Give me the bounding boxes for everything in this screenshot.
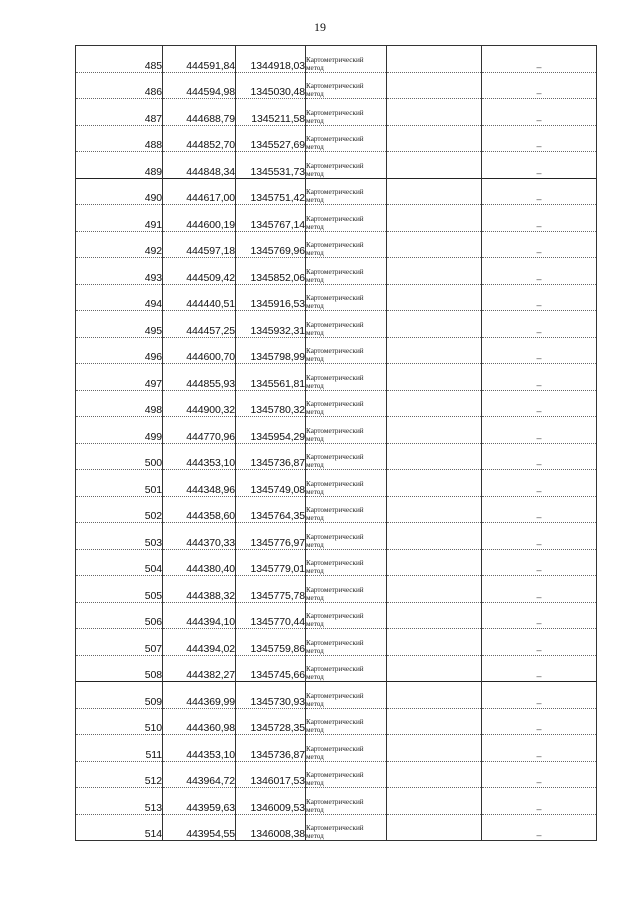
point-number: 508 (76, 655, 163, 682)
method-text-line1: Картометрический (306, 718, 364, 726)
dash-cell: – (482, 470, 597, 497)
method-text-line1: Картометрический (306, 691, 364, 700)
coordinate-x: 443959,63 (163, 788, 236, 815)
point-number: 487 (76, 99, 163, 126)
empty-cell (387, 337, 482, 364)
method-text-line2: метод (306, 434, 324, 443)
method-cell (306, 576, 387, 603)
dash-cell: – (482, 390, 597, 417)
coordinate-x: 444855,93 (163, 364, 236, 391)
table-row (76, 629, 597, 656)
method-text-line1: Картометрический (306, 426, 364, 435)
method-text-line1: Картометрический (306, 294, 364, 302)
method-cell (306, 443, 387, 470)
coordinate-y: 1345776,97 (236, 523, 306, 550)
table-row (76, 470, 597, 497)
coordinate-x: 444597,18 (163, 231, 236, 258)
coordinate-y: 1345798,99 (236, 337, 306, 364)
coordinate-x: 444358,60 (163, 496, 236, 523)
method-cell (306, 549, 387, 576)
empty-cell (387, 629, 482, 656)
page-number: 19 (314, 20, 326, 34)
method-text-line2: метод (306, 381, 324, 390)
method-text-line2: метод (306, 196, 324, 204)
method-text-line2: метод (306, 567, 324, 575)
coordinate-x: 444388,32 (163, 576, 236, 603)
method-text-line2: метод (306, 63, 324, 72)
coordinate-y: 1345779,01 (236, 549, 306, 576)
dash-cell: – (482, 178, 597, 205)
method-text-line1: Картометрический (306, 744, 364, 753)
table-row (76, 708, 597, 735)
coordinate-x: 443954,55 (163, 814, 236, 841)
coordinates-table (75, 45, 597, 841)
coordinate-x: 444380,40 (163, 549, 236, 576)
coordinate-y: 1345211,58 (236, 99, 306, 126)
method-cell (306, 602, 387, 629)
table-row (76, 443, 597, 470)
coordinate-y: 1345561,81 (236, 364, 306, 391)
method-text-line2: метод (306, 116, 324, 125)
table-row (76, 496, 597, 523)
empty-cell (387, 761, 482, 788)
method-cell (306, 735, 387, 762)
method-text-line1: Картометрический (306, 612, 364, 620)
dash-cell: – (482, 99, 597, 126)
method-text-line1: Картометрический (306, 161, 364, 170)
dash-cell: – (482, 576, 597, 603)
method-text-line1: Картометрический (306, 559, 364, 567)
point-number: 494 (76, 284, 163, 311)
coordinate-y: 1345751,42 (236, 178, 306, 205)
coordinate-x: 444770,96 (163, 417, 236, 444)
method-text-line2: метод (306, 752, 324, 761)
table-row (76, 364, 597, 391)
method-text-line1: Картометрический (306, 665, 364, 673)
dash-cell: – (482, 788, 597, 815)
dash-cell: – (482, 364, 597, 391)
dash-cell: – (482, 417, 597, 444)
method-text-line2: метод (306, 779, 324, 787)
coordinate-y: 1345775,78 (236, 576, 306, 603)
dash-cell: – (482, 125, 597, 152)
coordinate-x: 444848,34 (163, 152, 236, 179)
point-number: 510 (76, 708, 163, 735)
coordinate-x: 444370,33 (163, 523, 236, 550)
method-text-line1: Картометрический (306, 585, 364, 594)
point-number: 514 (76, 814, 163, 841)
empty-cell (387, 576, 482, 603)
empty-cell (387, 708, 482, 735)
coordinate-y: 1346008,38 (236, 814, 306, 841)
method-text-line1: Картометрический (306, 400, 364, 408)
empty-cell (387, 72, 482, 99)
coordinate-x: 444852,70 (163, 125, 236, 152)
point-number: 513 (76, 788, 163, 815)
method-text-line2: метод (306, 832, 324, 840)
table-row (76, 417, 597, 444)
empty-cell (387, 735, 482, 762)
empty-cell (387, 178, 482, 205)
method-text-line2: метод (306, 143, 324, 151)
point-number: 498 (76, 390, 163, 417)
table-row (76, 258, 597, 285)
point-number: 506 (76, 602, 163, 629)
method-cell (306, 655, 387, 682)
coordinate-y: 1345954,29 (236, 417, 306, 444)
coordinate-y: 1345852,06 (236, 258, 306, 285)
coordinate-y: 1345749,08 (236, 470, 306, 497)
empty-cell (387, 311, 482, 338)
coordinate-y: 1345759,86 (236, 629, 306, 656)
coordinate-y: 1345736,87 (236, 735, 306, 762)
method-cell (306, 364, 387, 391)
table-row (76, 125, 597, 152)
empty-cell (387, 205, 482, 232)
empty-cell (387, 152, 482, 179)
method-text-line1: Картометрический (306, 320, 364, 329)
table-row (76, 735, 597, 762)
point-number: 509 (76, 682, 163, 709)
point-number: 502 (76, 496, 163, 523)
table-row (76, 311, 597, 338)
dash-cell: – (482, 814, 597, 841)
method-text-line2: метод (306, 222, 324, 231)
empty-cell (387, 46, 482, 73)
coordinate-x: 444440,51 (163, 284, 236, 311)
method-cell (306, 152, 387, 179)
table-row (76, 99, 597, 126)
empty-cell (387, 284, 482, 311)
point-number: 511 (76, 735, 163, 762)
method-cell (306, 496, 387, 523)
dash-cell: – (482, 284, 597, 311)
dash-cell: – (482, 735, 597, 762)
point-number: 496 (76, 337, 163, 364)
coordinate-x: 444900,32 (163, 390, 236, 417)
method-cell (306, 125, 387, 152)
method-text-line2: метод (306, 673, 324, 681)
table-row (76, 602, 597, 629)
table-row (76, 152, 597, 179)
method-text-line2: метод (306, 514, 324, 522)
method-cell (306, 99, 387, 126)
table-row (76, 761, 597, 788)
dash-cell: – (482, 337, 597, 364)
table-row (76, 549, 597, 576)
method-text-line2: метод (306, 355, 324, 363)
method-text-line2: метод (306, 90, 324, 98)
dash-cell: – (482, 549, 597, 576)
dash-cell: – (482, 761, 597, 788)
method-text-line2: метод (306, 699, 324, 708)
dash-cell: – (482, 682, 597, 709)
method-text-line1: Картометрический (306, 82, 364, 90)
method-text-line1: Картометрический (306, 55, 364, 64)
table-row (76, 576, 597, 603)
dash-cell: – (482, 708, 597, 735)
dash-cell: – (482, 655, 597, 682)
point-number: 500 (76, 443, 163, 470)
point-number: 491 (76, 205, 163, 232)
dash-cell: – (482, 152, 597, 179)
empty-cell (387, 443, 482, 470)
coordinate-y: 1345770,44 (236, 602, 306, 629)
method-cell (306, 814, 387, 841)
dash-cell: – (482, 46, 597, 73)
method-text-line1: Картометрический (306, 824, 364, 832)
method-cell (306, 284, 387, 311)
point-number: 504 (76, 549, 163, 576)
coordinate-x: 444360,98 (163, 708, 236, 735)
method-text-line1: Картометрический (306, 638, 364, 647)
method-cell (306, 682, 387, 709)
point-number: 486 (76, 72, 163, 99)
point-number: 507 (76, 629, 163, 656)
point-number: 489 (76, 152, 163, 179)
method-cell (306, 470, 387, 497)
method-text-line1: Картометрический (306, 267, 364, 276)
method-text-line2: метод (306, 540, 324, 549)
table-row (76, 284, 597, 311)
empty-cell (387, 125, 482, 152)
method-text-line2: метод (306, 593, 324, 602)
method-text-line1: Картометрический (306, 797, 364, 806)
table-row (76, 231, 597, 258)
method-text-line2: метод (306, 275, 324, 284)
table-row (76, 390, 597, 417)
method-cell (306, 337, 387, 364)
coordinate-x: 444369,99 (163, 682, 236, 709)
coordinate-x: 444457,25 (163, 311, 236, 338)
empty-cell (387, 364, 482, 391)
method-text-line1: Картометрический (306, 241, 364, 249)
method-text-line1: Картометрический (306, 532, 364, 541)
table-body (76, 46, 597, 841)
coordinate-x: 444394,02 (163, 629, 236, 656)
dash-cell: – (482, 258, 597, 285)
coordinate-x: 444617,00 (163, 178, 236, 205)
empty-cell (387, 390, 482, 417)
empty-cell (387, 496, 482, 523)
point-number: 495 (76, 311, 163, 338)
method-text-line1: Картометрический (306, 453, 364, 461)
coordinate-x: 444688,79 (163, 99, 236, 126)
empty-cell (387, 655, 482, 682)
coordinate-x: 444594,98 (163, 72, 236, 99)
method-cell (306, 205, 387, 232)
dash-cell: – (482, 231, 597, 258)
coordinate-x: 444591,84 (163, 46, 236, 73)
coordinate-y: 1345745,66 (236, 655, 306, 682)
method-text-line1: Картометрический (306, 214, 364, 223)
coordinate-y: 1345736,87 (236, 443, 306, 470)
empty-cell (387, 258, 482, 285)
point-number: 505 (76, 576, 163, 603)
empty-cell (387, 523, 482, 550)
empty-cell (387, 814, 482, 841)
method-cell (306, 390, 387, 417)
method-cell (306, 72, 387, 99)
method-text-line2: метод (306, 249, 324, 257)
method-text-line1: Картометрический (306, 188, 364, 196)
empty-cell (387, 417, 482, 444)
table-row (76, 337, 597, 364)
method-text-line1: Картометрический (306, 347, 364, 355)
coordinate-y: 1345030,48 (236, 72, 306, 99)
table-row (76, 682, 597, 709)
method-cell (306, 46, 387, 73)
coordinate-x: 444600,19 (163, 205, 236, 232)
dash-cell: – (482, 523, 597, 550)
dash-cell: – (482, 443, 597, 470)
empty-cell (387, 470, 482, 497)
dash-cell: – (482, 496, 597, 523)
table-row (76, 814, 597, 841)
coordinate-x: 444353,10 (163, 735, 236, 762)
coordinate-y: 1345764,35 (236, 496, 306, 523)
coordinate-y: 1345932,31 (236, 311, 306, 338)
method-text-line1: Картометрический (306, 108, 364, 117)
coordinate-y: 1346009,53 (236, 788, 306, 815)
method-cell (306, 178, 387, 205)
method-cell (306, 629, 387, 656)
coordinate-x: 444353,10 (163, 443, 236, 470)
coordinate-x: 444348,96 (163, 470, 236, 497)
coordinate-x: 444600,70 (163, 337, 236, 364)
method-cell (306, 523, 387, 550)
method-cell (306, 417, 387, 444)
table-row (76, 178, 597, 205)
table-row (76, 655, 597, 682)
coordinate-y: 1345531,73 (236, 152, 306, 179)
table-row (76, 523, 597, 550)
coordinate-y: 1344918,03 (236, 46, 306, 73)
point-number: 493 (76, 258, 163, 285)
point-number: 497 (76, 364, 163, 391)
method-text-line1: Картометрический (306, 373, 364, 382)
method-text-line1: Картометрический (306, 771, 364, 779)
method-text-line2: метод (306, 328, 324, 337)
dash-cell: – (482, 72, 597, 99)
method-cell (306, 231, 387, 258)
coordinate-y: 1345767,14 (236, 205, 306, 232)
method-text-line2: метод (306, 302, 324, 310)
empty-cell (387, 549, 482, 576)
method-text-line2: метод (306, 726, 324, 734)
point-number: 501 (76, 470, 163, 497)
coordinate-y: 1345527,69 (236, 125, 306, 152)
method-cell (306, 788, 387, 815)
method-text-line2: метод (306, 487, 324, 496)
method-text-line2: метод (306, 461, 324, 469)
method-text-line2: метод (306, 169, 324, 178)
dash-cell: – (482, 205, 597, 232)
coordinate-y: 1346017,53 (236, 761, 306, 788)
coordinate-y: 1345728,35 (236, 708, 306, 735)
point-number: 488 (76, 125, 163, 152)
dash-cell: – (482, 602, 597, 629)
table-row (76, 46, 597, 73)
method-text-line1: Картометрический (306, 506, 364, 514)
dash-cell: – (482, 629, 597, 656)
empty-cell (387, 602, 482, 629)
table-row (76, 205, 597, 232)
method-cell (306, 761, 387, 788)
coordinate-x: 444394,10 (163, 602, 236, 629)
method-cell (306, 258, 387, 285)
method-cell (306, 311, 387, 338)
method-cell (306, 708, 387, 735)
coordinate-y: 1345780,32 (236, 390, 306, 417)
empty-cell (387, 682, 482, 709)
method-text-line2: метод (306, 805, 324, 814)
table-row (76, 788, 597, 815)
point-number: 499 (76, 417, 163, 444)
empty-cell (387, 99, 482, 126)
coordinate-y: 1345916,53 (236, 284, 306, 311)
coordinate-x: 444382,27 (163, 655, 236, 682)
dash-cell: – (482, 311, 597, 338)
method-text-line2: метод (306, 646, 324, 655)
empty-cell (387, 231, 482, 258)
method-text-line2: метод (306, 620, 324, 628)
table-row (76, 72, 597, 99)
coordinate-y: 1345730,93 (236, 682, 306, 709)
point-number: 485 (76, 46, 163, 73)
point-number: 490 (76, 178, 163, 205)
coordinate-y: 1345769,96 (236, 231, 306, 258)
coordinate-x: 444509,42 (163, 258, 236, 285)
point-number: 503 (76, 523, 163, 550)
coordinate-x: 443964,72 (163, 761, 236, 788)
method-text-line1: Картометрический (306, 479, 364, 488)
point-number: 512 (76, 761, 163, 788)
point-number: 492 (76, 231, 163, 258)
empty-cell (387, 788, 482, 815)
method-text-line2: метод (306, 408, 324, 416)
method-text-line1: Картометрический (306, 135, 364, 143)
